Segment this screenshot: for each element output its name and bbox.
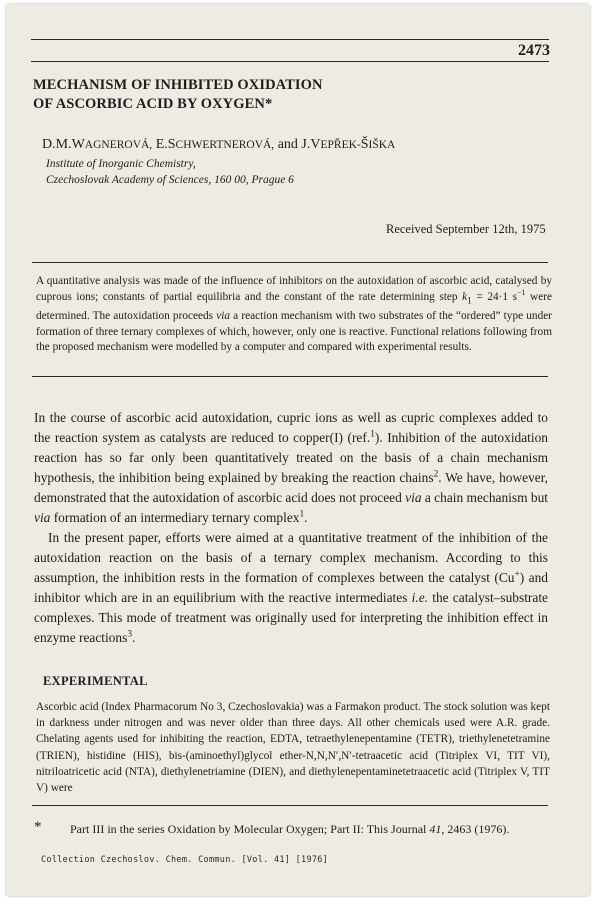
author-3-initials: J. [301,137,311,152]
author-1-head: W [71,137,85,152]
p2-text-4: . [132,630,136,645]
footnote-text-2: , 2463 (1976). [441,822,510,836]
title-line-2: OF ASCORBIC ACID BY OXYGEN* [33,96,273,112]
ref-4: 3 [127,629,133,640]
p1-text-3: . We have, however, demonstrated that the autoxidation of ascorbic acid does not proceed [34,470,548,505]
article-title [33,76,323,114]
ref-3: 1 [299,509,305,520]
abstract-text-1: A quantitative analysis was made of the influence of inhibitors on the autoxidation of ascorbic acid, catalysed by cuprous ions; constants of partial equilibria and the constant of the rate determining step [36,275,552,303]
abstract-rule-bottom [32,376,548,377]
author-3b-head: Š [360,137,369,152]
abstract-text-2: were determined. The autoxidation proceeds [36,290,552,323]
footnote-mark: * [34,819,42,835]
p1-text-4: a chain mechanism but [421,490,548,505]
author-3-head: V [310,137,321,152]
authors [42,137,395,153]
abstract-via: via [216,310,231,323]
paragraph-1 [34,408,548,528]
footnote-rule [32,805,548,806]
p2-text-3: the catalyst–substrate complexes. This mode of treatment was originally used for interpreting the inhibition effect in enzyme reactions [34,590,548,645]
footnote-volume: 41 [429,822,442,836]
experimental-text: Ascorbic acid (Index Pharmacorum No 3, Czechoslovakia) was a Farmakon product. The stock solution was kept in darkness under nitrogen and was never older than three days. All other chemicals used were A.R. grade. Chelating agents used for inhibiting the reaction, EDTA, tetraethylenepentamine (TETR), triethylenetetramine (TRIEN), histidine (HIS), bis-(aminoethyl)glycol ether-N,N,N′,N′-tetraacetic acid (Titriplex VI, TIT VI), nitriloatricetic acid (NTA), diethylenetriamine (DIEN), and diethylenepentaminetetraacetic acid (Titriplex V, TIT V) were [36,701,550,795]
p2-ie: i.e. [411,590,428,605]
paragraph-2 [34,528,548,648]
experimental-heading: EXPERIMENTAL [43,674,148,688]
body-text [34,408,548,648]
abstract-text-3: a reaction mechanism with two substrates of the “ordered” type under formation of three ternary complexes of which, however, only one is reactive. Functional relations following from the proposed mechanism were modelled by a computer and compared with experimental results. [36,310,552,354]
rate-constant-value: = 24·1 s [471,290,518,303]
institute [46,156,294,188]
received-date: Received September 12th, 1975 [386,222,546,236]
cu-charge: + [514,569,520,580]
institute-line-2: Czechoslovak Academy of Sciences, 160 00, Prague 6 [46,174,294,186]
p1-via-2: via [34,510,51,525]
p2-text-2: ) and inhibitor which are in an equilibrium with the reactive intermediates [34,570,548,605]
author-1-initials: D.M. [42,137,72,152]
institute-line-1: Institute of Inorganic Chemistry, [46,158,196,170]
page-number: 2473 [518,42,550,59]
footnote-text-1: Part III in the series Oxidation by Molecular Oxygen; Part II: This Journal [70,822,430,836]
abstract [36,274,552,356]
author-3-tail: EPŘEK- [320,139,361,151]
header-rule-top [31,39,549,40]
p1-text-2: ). Inhibition of the autoxidation reaction has so far only been quantitatively treated on the basis of a chain mechanism hypothesis, the inhibition being explained by breaking the reaction chains [34,430,549,485]
abstract-rule-top [32,262,548,263]
authors-and: and [277,137,298,152]
p1-text-1: In the course of ascorbic acid autoxidation, cupric ions as well as cupric complexes added to the reaction system as catalysts are reduced to copper(I) (ref. [34,410,548,445]
header-rule-bottom [31,61,549,62]
p2-text-1: In the present paper, efforts were aimed at a quantitative treatment of the inhibition of the autoxidation reaction on the basis of a ternary complex mechanism. According to this assumption, the inhibition rests in the formation of complexes between the catalyst (Cu [34,530,548,585]
title-line-1: MECHANISM OF INHIBITED OXIDATION [33,77,323,93]
author-2-head: E.S [155,137,176,152]
rate-constant-subscript: 1 [467,295,472,306]
ref-2: 2 [433,469,439,480]
ref-1: 1 [370,429,375,440]
rate-constant-exponent: −1 [517,287,526,297]
p1-text-6: . [304,510,308,525]
author-3b-tail: IŠKA [368,139,396,151]
author-2-tail: CHWERTNEROVÁ, [175,139,275,151]
p1-text-5: formation of an intermediary ternary complex [50,510,300,525]
author-1-tail: AGNEROVÁ, [84,139,153,151]
p1-via-1: via [405,490,422,505]
journal-colophon: Collection Czechoslov. Chem. Commun. [Vol. 41] [1976] [41,855,329,865]
journal-page [6,4,590,896]
rate-constant-symbol: k [462,290,468,303]
footnote [70,822,509,837]
